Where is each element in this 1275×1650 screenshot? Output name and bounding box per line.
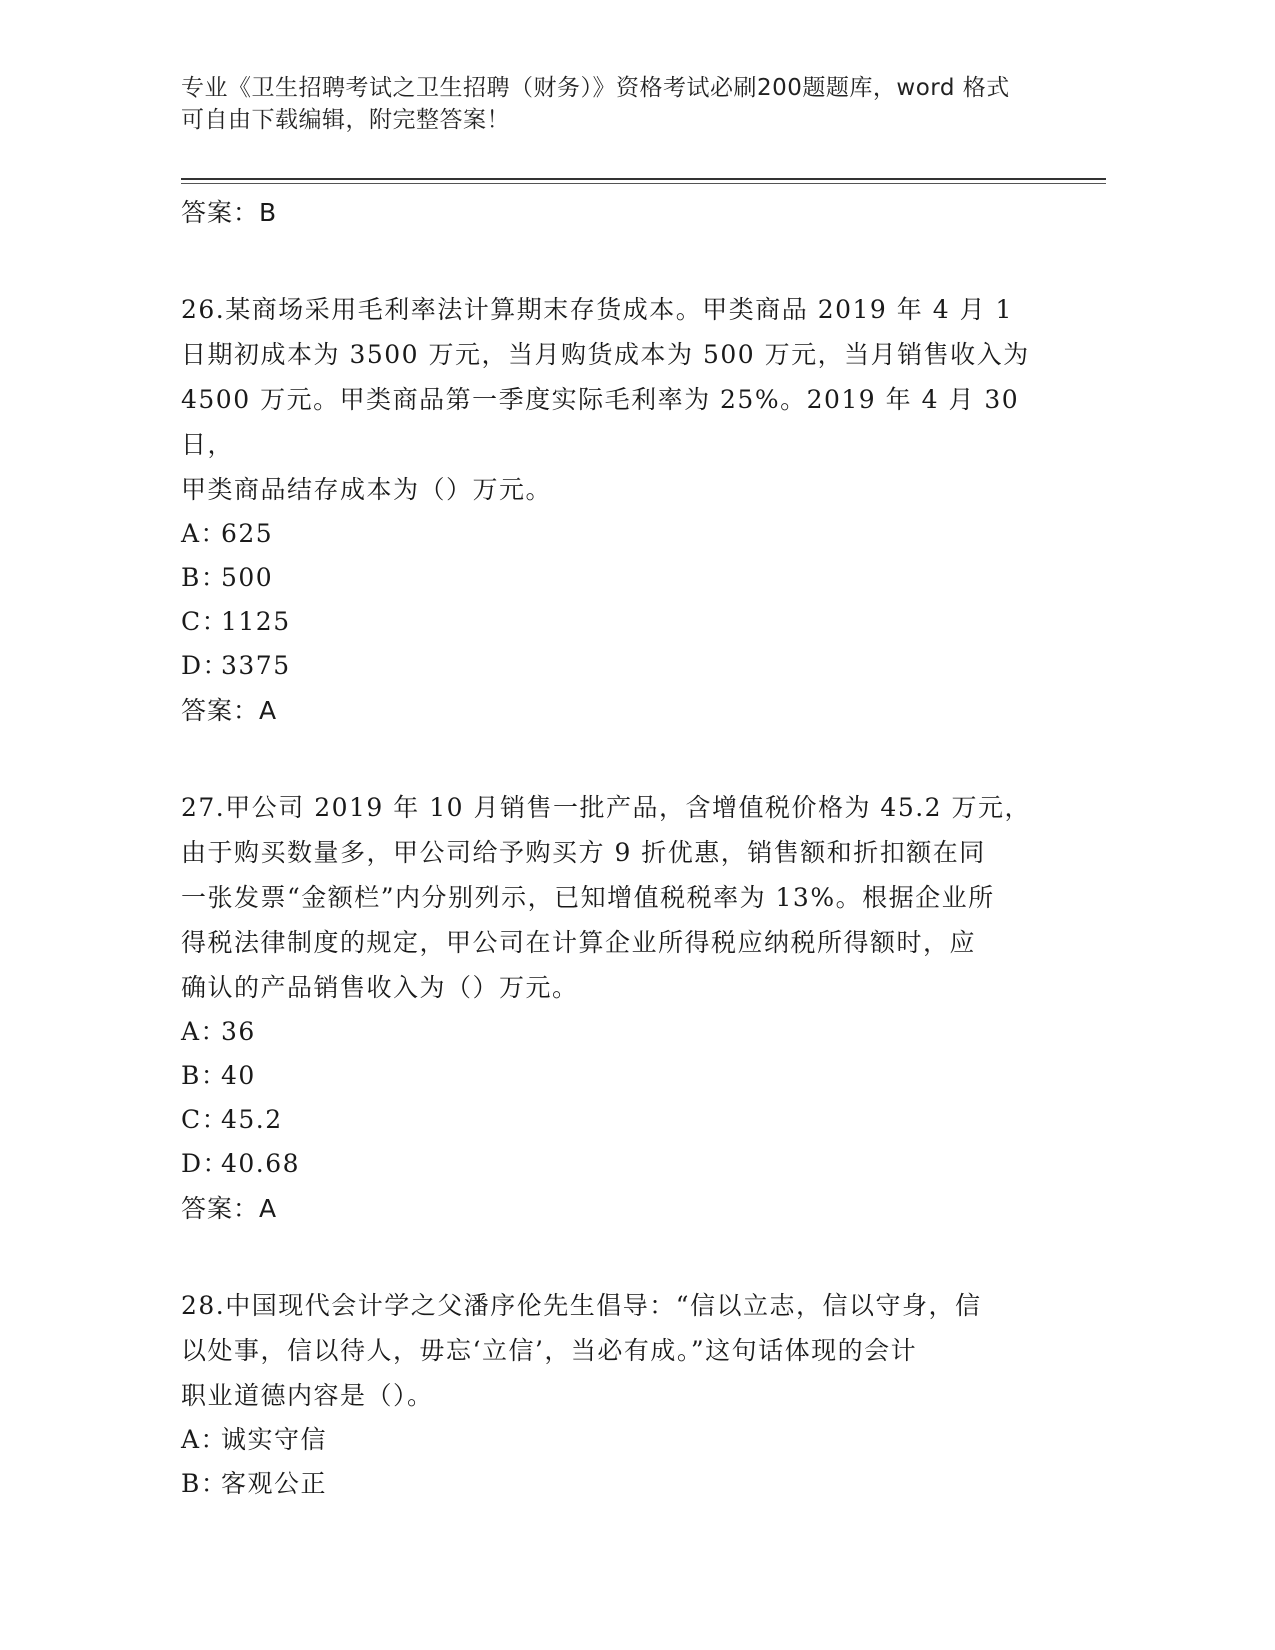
option-text: 3375 [221, 651, 291, 680]
spacer [181, 733, 1071, 785]
option-text: 诚实守信 [221, 1425, 328, 1454]
option-text: 1125 [221, 607, 291, 636]
header-divider-thick [181, 178, 1106, 180]
header-line-1: 专业《卫生招聘考试之卫生招聘（财务）》资格考试必刷200题题库，word 格式 [181, 75, 1010, 101]
stem-line: 27.甲公司 2019 年 10 月销售一批产品，含增值税价格为 45.2 万元， [181, 793, 1032, 822]
answer-line: 答案：A [181, 1194, 278, 1223]
option-key: B： [181, 563, 228, 592]
question-stem [181, 287, 1071, 512]
option-text: 40 [221, 1061, 256, 1090]
stem-line: 以处事，信以待人，毋忘‘立信’，当必有成。”这句话体现的会计 [181, 1336, 918, 1365]
option-c [181, 1098, 1071, 1142]
spacer [181, 235, 1071, 287]
stem-line: 甲类商品结存成本为（）万元。 [181, 475, 553, 504]
option-b [181, 556, 1071, 600]
option-a [181, 1418, 1071, 1462]
option-key: D： [181, 651, 230, 680]
option-d [181, 1142, 1071, 1186]
header-line-2: 可自由下载编辑，附完整答案！ [181, 107, 510, 133]
question-stem [181, 1283, 1071, 1418]
previous-answer: 答案：B [181, 198, 278, 227]
option-a [181, 1010, 1071, 1054]
option-key: B： [181, 1061, 228, 1090]
option-c [181, 600, 1071, 644]
question-stem [181, 785, 1071, 1010]
stem-line: 28.中国现代会计学之父潘序伦先生倡导：“信以立志，信以守身，信 [181, 1291, 982, 1320]
question-26 [181, 287, 1071, 733]
option-key: A： [181, 1017, 228, 1046]
option-key: A： [181, 1425, 228, 1454]
question-list [181, 190, 1071, 1506]
option-key: D： [181, 1149, 230, 1178]
answer-line: 答案：A [181, 696, 278, 725]
stem-line: 日期初成本为 3500 万元，当月购货成本为 500 万元，当月销售收入为 [181, 340, 1030, 369]
option-key: B： [181, 1469, 228, 1498]
option-text: 625 [221, 519, 274, 548]
option-b [181, 1054, 1071, 1098]
option-key: A： [181, 519, 228, 548]
option-key: C： [181, 1105, 229, 1134]
stem-line: 得税法律制度的规定，甲公司在计算企业所得税应纳税所得额时，应 [181, 928, 977, 957]
option-d [181, 644, 1071, 688]
question-28 [181, 1283, 1071, 1506]
option-text: 500 [221, 563, 274, 592]
option-text: 客观公正 [221, 1469, 328, 1498]
stem-line: 4500 万元。甲类商品第一季度实际毛利率为 25%。2019 年 4 月 30 日， [181, 385, 1020, 459]
stem-line: 一张发票“金额栏”内分别列示，已知增值税税率为 13%。根据企业所 [181, 883, 995, 912]
stem-line: 确认的产品销售收入为（）万元。 [181, 973, 579, 1002]
stem-line: 由于购买数量多，甲公司给予购买方 9 折优惠，销售额和折扣额在同 [181, 838, 986, 867]
stem-line: 26.某商场采用毛利率法计算期末存货成本。甲类商品 2019 年 4 月 1 [181, 295, 1013, 324]
spacer [181, 1231, 1071, 1283]
option-key: C： [181, 607, 229, 636]
header-divider-thin [181, 183, 1106, 184]
option-text: 40.68 [221, 1149, 301, 1178]
option-text: 45.2 [221, 1105, 283, 1134]
option-text: 36 [221, 1017, 256, 1046]
question-27 [181, 785, 1071, 1231]
stem-line: 职业道德内容是（）。 [181, 1381, 434, 1410]
option-b [181, 1462, 1071, 1506]
document-header [181, 72, 1061, 136]
option-a [181, 512, 1071, 556]
